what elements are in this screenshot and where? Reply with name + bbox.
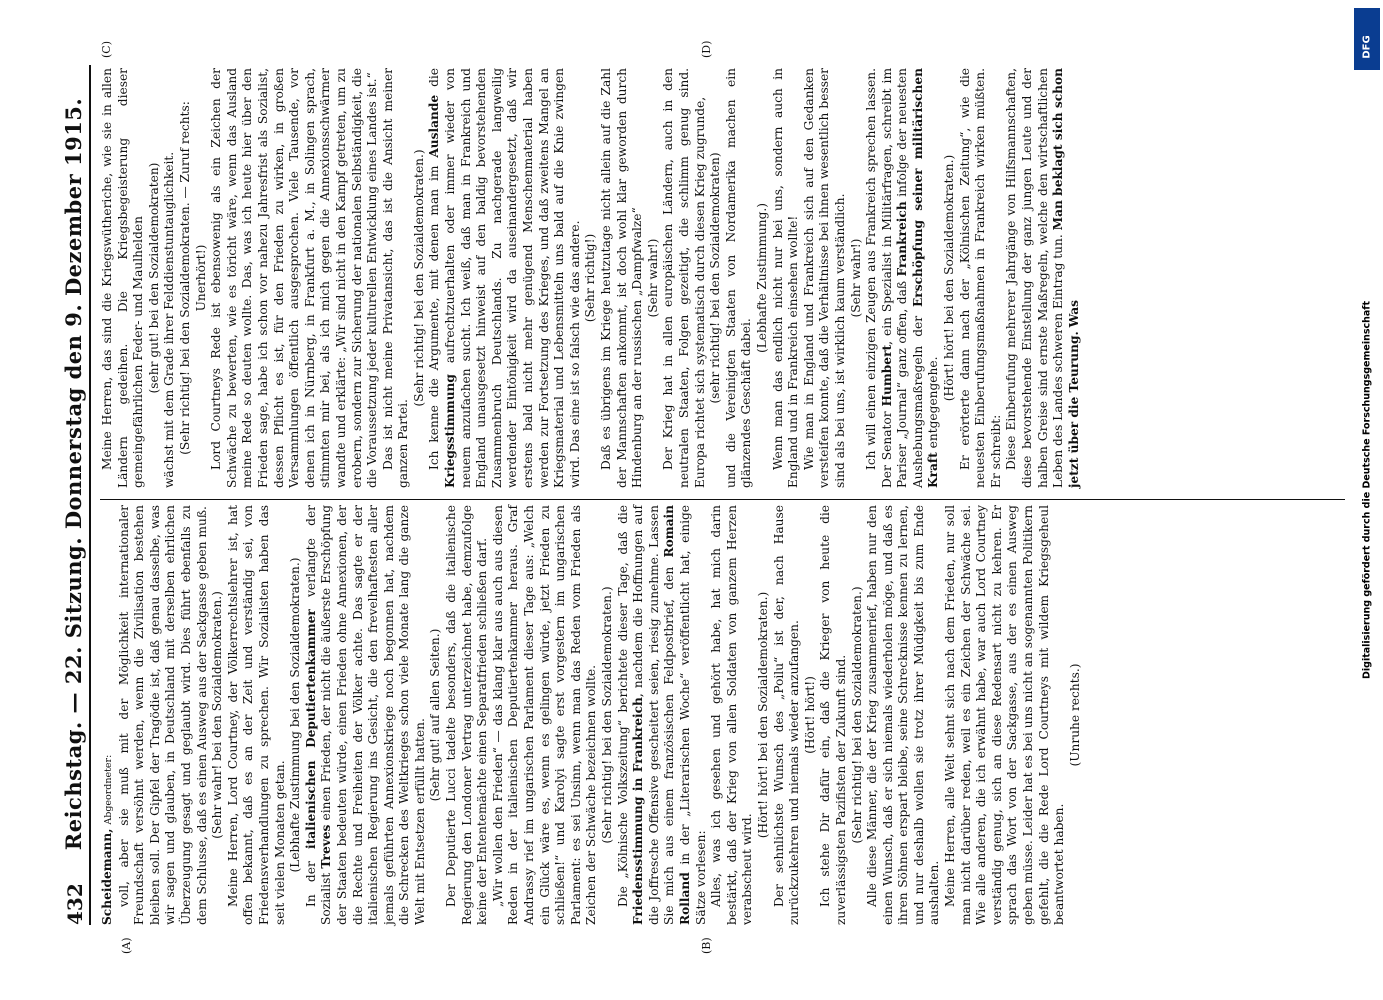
reaction: (Hört! hört! bei den Sozialdemokraten.) — [942, 154, 957, 402]
page-number: 432 — [63, 883, 87, 925]
speaker-role: Abgeordneter: — [103, 754, 114, 825]
reaction: (Sehr richtig!) — [583, 233, 598, 323]
reaction: (Sehr wahr! bei den Sozialdemokraten.) — [210, 591, 225, 839]
right-paragraph-11 — [1004, 68, 1082, 488]
text-run: in der „Literarischen Woche“ veröffentlicht hat, einige Sätze vorlesen: — [677, 505, 708, 925]
emphasis: Erschöpfung seiner militärischen Kraft — [910, 68, 941, 488]
page-header — [55, 65, 91, 925]
left-paragraph-4: Der Deputierte Lucci tadelte besonders, daß die italienische Regierung den Londoner Vertrag unterzeichnet habe, demzufolge keine der Ententemächte einen Separatfrieden schließen darf. — [444, 505, 490, 925]
reaction: (Sehr wahr!) — [645, 238, 660, 318]
left-column — [100, 505, 1083, 925]
right-paragraph-3 — [427, 68, 583, 488]
text-run: Diese Einberufung mehrerer Jahrgänge von Hilfsmannschaften, diese bevorstehende Einstellung der ganz jungen Leute und der halben Greise sind ernste Maßregeln, welche den wirtschaftlichen Leben des Landes schweren Eintrag tun. — [1004, 68, 1066, 488]
reaction: (Lebhafte Zustimmung bei den Sozialdemokraten.) — [288, 557, 303, 873]
reaction: (Sehr wahr!) — [848, 238, 863, 318]
text-run: einen Frieden, der nicht die äußerste Erschöpfung der Staaten bedeuten würde, einen Frieden ohne Annexionen, der die Rechte und Freiheiten der Völker achte. Das sagte er der italienischen Regierung ins Gesicht, die den frevelhaftesten aller jemals geführten Annexionskriege noch begonnen hat, nachdem die Schrecken des Weltkrieges schon viele Monate lang die ganze Welt mit Entsetzen erfüllt hatten. — [319, 504, 427, 925]
digitization-strip — [1354, 0, 1380, 1000]
running-title: Reichstag. — 22. Sitzung. Donnerstag den 9. Dezember 1915. — [61, 97, 86, 851]
left-paragraph-5: „Wir wollen den Frieden“ — das klang klar aus auch aus diesen Reden in der italienischen Deputiertenkammer heraus. Graf Andrassy rief im ungarischen Parlament dieser Tage aus: „Welch ein Glück wäre es, wenn es gelingen würde, jetzt Frieden zu schließen!“ und Karolyi sagte erst vorgestern im ungarischen Parlament: es sei Unsinn, wenn man das Reden vom Frieden als Zeichen der Schwäche bezeichnen wollte. — [490, 505, 599, 925]
left-paragraph-2: Meine Herren, Lord Courtney, der Völkerrechtslehrer ist, hat offen bekannt, daß es an der Zeit und verständig sei, von Friedensverhandlungen zu sprechen. Wir Sozialisten haben das seit vielen Monaten getan. — [225, 505, 287, 925]
text-run: , ein Spezialist in Militärfragen, schreibt im Pariser „Journal“ ganz offen, daß — [879, 67, 910, 488]
emphasis: Romain Rolland — [662, 505, 692, 925]
reaction: (Hört! hört!) — [802, 676, 817, 754]
right-paragraph-1: Meine Herren, das sind die Kriegswütheriche, wie sie in allen Ländern gedeihen. Die Kriegsbegeisterung dieser gemeingefährlichen Feder- und Maulhelden — [100, 68, 146, 488]
emphasis: Humbert — [879, 344, 894, 407]
left-paragraph-11: Meine Herren, alle Welt sehnt sich nach dem Frieden, nur soll man nicht darüber reden, weil es ein Zeichen der Schwäche sei. Wie alle anderen, die ich erwähnt habe, war auch Lord Courtney verständig genug, sich an diese Redensart nicht zu kehren. Er sprach das Wort von der Sackgasse, aus der es einen Ausweg geben müsse. Leider hat es bei uns nicht an sogenannten Politikern gefehlt, die die Rede Lord Courtneys mit wildem Kriegsgeheul beantwortet haben. — [943, 505, 1067, 925]
digitization-note: Digitalisierung gefördert durch die Deutsche Forschungsgemeinschaft — [1361, 301, 1373, 679]
emphasis: Treves — [319, 824, 334, 869]
right-paragraph-5: Der Krieg hat in allen europäischen Ländern, auch in den neutralen Staaten, Folgen gezeitigt, die schlimm genug sind. Europa richtet sich systematisch durch diesen Krieg zugrunde, — [661, 68, 707, 488]
left-paragraph-8: Der sehnlichste Wunsch des „Poilu“ ist der, nach Hause zurückzukehren und niemals wieder anzufangen. — [771, 505, 802, 925]
text-run: , nachdem die Hoffnungen auf die Joffresche Offensive gescheitert seien, riesig zunehme. Lassen Sie mich aus einem französischen Feldpostbrief, den — [631, 505, 677, 925]
text-run: infolge der neuesten Aushebungsmaßregeln der — [895, 68, 925, 488]
text-run: In der — [303, 848, 318, 907]
right-paragraph-2b: Das ist nicht meine Privatansicht, das ist die Ansicht meiner ganzen Partei. — [380, 68, 411, 488]
reaction: (sehr gut! bei den Sozialdemokraten) — [146, 162, 161, 394]
left-paragraph-10: Alle diese Männer, die der Krieg zusammenrief, haben nur den einen Wunsch, daß er sich niemals wiederholen möge, und daß es ihren Söhnen erspart bleibe, seine Schrecknisse kennen zu lernen, und nur deshalb wollen sie trotz ihrer Müdigkeit bis zum Ende aushalten. — [865, 505, 942, 925]
text-run: Die „Kölnische Volkszeitung“ berichtete dieser Tage, daß die — [615, 505, 630, 907]
dfg-logo — [1354, 8, 1380, 70]
reaction: (Sehr richtig! bei den Sozialdemokraten. — Zuruf rechts: Unerhört!) — [177, 101, 208, 455]
right-paragraph-8: Wie man in England und Frankreich sich auf den Gedanken versteifen konnte, daß die Verhältnisse bei ihnen wesentlich besser sind als bei uns, ist wirklich kaum verständlich. — [801, 68, 847, 488]
reaction: (Sehr richtig! bei den Sozialdemokraten.) — [600, 586, 614, 844]
emphasis: italienischen Deputiertenkammer — [303, 609, 318, 849]
reaction: (sehr richtig! bei den Sozialdemokraten) — [708, 152, 723, 404]
speaker-name: Scheidemann, — [100, 828, 114, 925]
right-paragraph-1b: wächst mit dem Grade ihrer Felddienstuntauglichkeit. — [162, 151, 177, 488]
right-paragraph-10: Er erörterte dann nach der „Kölnischen Zeitung“, wie die neuesten Einberufungsmaßnahmen in Frankreich wirken müßten. Er schreibt: — [957, 68, 1003, 488]
right-paragraph-9 — [864, 68, 942, 488]
margin-marker-d: (D) — [700, 40, 713, 58]
margin-marker-a: (A) — [120, 937, 133, 954]
reaction: (Sehr gut! auf allen Seiten.) — [428, 628, 443, 802]
left-paragraph-7: Alles, was ich gesehen und gehört habe, hat mich darin bestärkt, daß der Krieg von allen Soldaten von ganzem Herzen verabscheut wird. — [709, 505, 755, 925]
dfg-logo-text: DFG — [1361, 35, 1373, 59]
right-paragraph-6: und die Vereinigten Staaten von Nordamerika machen ein glänzendes Geschäft dabei. — [723, 68, 754, 488]
emphasis: Friedensstimmung in Frankreich — [631, 697, 646, 925]
emphasis: Kriegsstimmung — [443, 374, 458, 488]
right-paragraph-4: Daß es übrigens im Kriege heutzutage nicht allein auf die Zahl der Mannschaften ankommt, ist doch wohl klar geworden durch Hindenburg an der russischen „Dampfwalze“ — [599, 68, 645, 488]
text-run: verlangte der Sozialist — [303, 505, 334, 925]
reaction: (Sehr richtig! bei den Sozialdemokraten.) — [849, 586, 864, 844]
reaction: (Sehr richtig! bei den Sozialdemokraten.) — [411, 149, 426, 407]
margin-marker-c: (C) — [100, 41, 113, 58]
left-paragraph-9: Ich stehe Dir dafür ein, daß die Krieger von heute die zuverlässigsten Pazifisten der Zukunft sind. — [818, 505, 848, 925]
reaction: (Lebhafte Zustimmung.) — [754, 202, 769, 354]
left-paragraph-3 — [304, 505, 429, 925]
emphasis: Frankreich — [895, 201, 910, 277]
text-run: die — [427, 68, 442, 95]
emphasis: Was — [1066, 300, 1081, 328]
speaker-line — [100, 505, 117, 925]
left-paragraph-1: voll, aber sie muß mit der Möglichkeit internationaler Freundschaft versöhnt werden, wenn die Zivilisation bestehen bleiben soll. Der Gipfel der Tragödie ist, daß genau dasselbe, was wir sagen und glauben, in Deutschland mit derselben ehrlichen Überzeugung gesagt und geglaubt wird. Dies führt ebenfalls zu dem Schlusse, daß es einen Ausweg aus der Sackgasse geben muß. — [116, 505, 209, 925]
text-run: Ich will einen einzigen Zeugen aus Frankreich sprechen lassen. Der Senator — [864, 68, 894, 488]
text-run: entgegengehe. — [926, 356, 941, 453]
right-column — [100, 68, 1082, 488]
emphasis: Man beklagt sich schon jetzt über die Teurung. — [1051, 68, 1081, 488]
right-paragraph-7: Wenn man das endlich nicht nur bei uns, sondern auch in England und in Frankreich einsehen wollte! — [770, 68, 801, 488]
right-paragraph-2: Lord Courtneys Rede ist ebensowenig als ein Zeichen der Schwäche zu bewerten, wie es töricht wäre, wenn das Ausland meine Rede so deuten wollte. Das, was ich heute hier über den Frieden sage, habe ich schon vor nahezu Jahresfrist als Sozialist, dessen Pflicht es ist, für den Frieden zu wirken, in großen Versammlungen öffentlich ausgesprochen. Viele Tausende, vor denen ich in Nürnberg, in Frankfurt a. M., in Solingen sprach, stimmten mir bei, als ich mich gegen die Annexionsschwärmer wandte und erklärte: „Wir sind nicht in den Kampf getreten, um zu erobern, sondern zur Sicherung der nationalen Selbständigkeit, die die Voraussetzung jeder kulturellen Entwicklung eines Landes ist.“ — [209, 68, 380, 488]
margin-marker-b: (B) — [700, 937, 713, 954]
reaction: (Unruhe rechts.) — [1067, 663, 1082, 767]
text-run: aufrechtzuerhalten oder immer wieder von neuem anzufachen sucht. Ich weiß, daß man in Frankreich und England unausgesetzt hinweist auf den baldig bevorstehenden Zusammenbruch Deutschlands. Zu nachgerade langweilig werdender Eintönigkeit wird da auseinandergesetzt, daß wir erstens bald nicht mehr genügend Menschenmaterial haben werden zur Fortsetzung des Krieges, und daß zweitens Mangel an Kriegsmaterial und Lebensmitteln uns bald auf die Knie zwingen wird. Das eine ist so falsch wie das andere. — [443, 68, 582, 488]
reaction: (Hört! hört! bei den Sozialdemokraten.) — [755, 591, 770, 839]
left-paragraph-6 — [616, 505, 710, 925]
text-run: Ich kenne die Argumente, mit denen man im — [427, 157, 442, 470]
emphasis: Auslande — [427, 94, 442, 158]
column-divider — [100, 499, 1345, 500]
